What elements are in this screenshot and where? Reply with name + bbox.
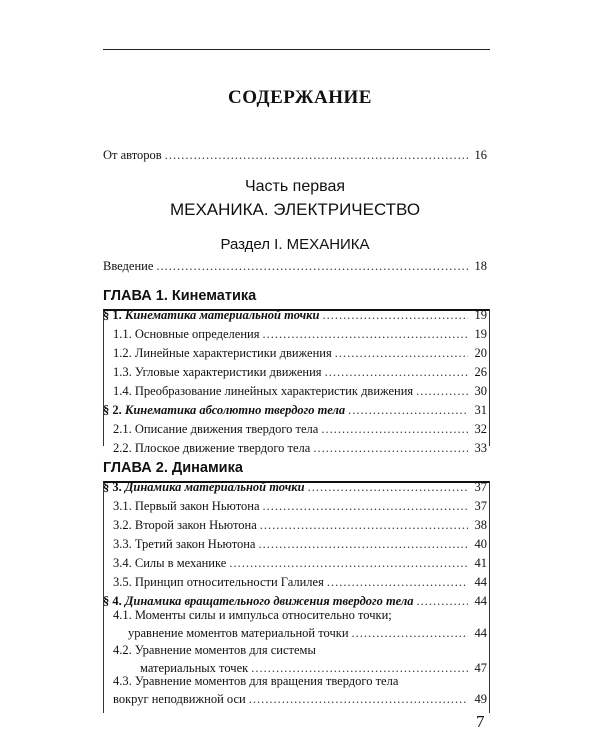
leader-dots bbox=[352, 626, 468, 641]
toc-page: 44 bbox=[474, 594, 487, 608]
toc-page: 16 bbox=[474, 148, 487, 162]
toc-page: 20 bbox=[474, 346, 487, 360]
toc-label: 3.2. Второй закон Ньютона bbox=[113, 518, 257, 532]
toc-paragraph-2[interactable] bbox=[103, 401, 487, 418]
leader-dots bbox=[335, 346, 468, 361]
leader-dots bbox=[416, 384, 468, 399]
toc-entry-2-2[interactable] bbox=[103, 439, 487, 456]
leader-dots bbox=[263, 499, 469, 514]
toc-page: 38 bbox=[474, 518, 487, 532]
toc-label: 3.4. Силы в механике bbox=[113, 556, 227, 570]
leader-dots bbox=[258, 537, 468, 552]
toc-entry-3-1[interactable] bbox=[103, 497, 487, 514]
toc-page: 49 bbox=[474, 692, 487, 706]
toc-entry-3-2[interactable] bbox=[103, 516, 487, 533]
toc-label: материальных точек bbox=[140, 661, 249, 675]
toc-page: 32 bbox=[474, 422, 487, 436]
toc-label: 1.2. Линейные характеристики движения bbox=[113, 346, 332, 360]
toc-label: 1.1. Основные определения bbox=[113, 327, 260, 341]
toc-entry-3-5[interactable] bbox=[103, 573, 487, 590]
page-title: СОДЕРЖАНИЕ bbox=[228, 87, 372, 108]
toc-label: 1.3. Угловые характеристики движения bbox=[113, 365, 322, 379]
leader-dots bbox=[229, 556, 468, 571]
toc-entry-4-1-line1[interactable]: 4.1. Моменты силы и импульса относительно точки; bbox=[113, 608, 392, 622]
toc-page: 19 bbox=[474, 327, 487, 341]
top-rule bbox=[103, 49, 490, 50]
toc-entry-intro[interactable] bbox=[103, 257, 487, 274]
toc-page: 31 bbox=[474, 403, 487, 417]
leader-dots bbox=[156, 259, 468, 274]
toc-page: 47 bbox=[474, 661, 487, 675]
leader-dots bbox=[321, 422, 468, 437]
toc-label: § 1. Кинематика материальной точки bbox=[103, 308, 320, 322]
leader-dots bbox=[325, 365, 468, 380]
toc-label: От авторов bbox=[103, 148, 162, 162]
toc-page: 18 bbox=[474, 259, 487, 273]
toc-paragraph-1[interactable] bbox=[103, 306, 487, 323]
leader-dots bbox=[249, 692, 468, 707]
toc-entry-4-3-line1[interactable]: 4.3. Уравнение моментов для вращения твердого тела bbox=[113, 674, 399, 688]
toc-label: 2.1. Описание движения твердого тела bbox=[113, 422, 319, 436]
toc-label: 1.4. Преобразование линейных характеристик движения bbox=[113, 384, 414, 398]
toc-paragraph-3[interactable] bbox=[103, 478, 487, 495]
toc-page: 33 bbox=[474, 441, 487, 455]
toc-entry-1-4[interactable] bbox=[103, 382, 487, 399]
toc-entry-2-1[interactable] bbox=[103, 420, 487, 437]
leader-dots bbox=[262, 327, 468, 342]
part-number: Часть первая bbox=[244, 178, 345, 195]
leader-dots bbox=[260, 518, 468, 533]
toc-page: 30 bbox=[474, 384, 487, 398]
toc-label: § 4. Динамика вращательного движения твердого тела bbox=[103, 594, 414, 608]
toc-label: 3.1. Первый закон Ньютона bbox=[113, 499, 260, 513]
leader-dots bbox=[327, 575, 468, 590]
toc-entry-3-4[interactable] bbox=[103, 554, 487, 571]
leader-dots bbox=[165, 148, 468, 163]
leader-dots bbox=[417, 594, 469, 609]
toc-page: 19 bbox=[474, 308, 487, 322]
toc-label: 3.3. Третий закон Ньютона bbox=[113, 537, 256, 551]
chapter-2-title: ГЛАВА 2. Динамика bbox=[103, 460, 243, 476]
part-title: МЕХАНИКА. ЭЛЕКТРИЧЕСТВО bbox=[169, 200, 421, 219]
toc-entry-1-2[interactable] bbox=[103, 344, 487, 361]
leader-dots bbox=[308, 480, 468, 495]
toc-page: 44 bbox=[474, 626, 487, 640]
leader-dots bbox=[348, 403, 468, 418]
toc-page: 37 bbox=[474, 499, 487, 513]
section-title: Раздел I. МЕХАНИКА bbox=[220, 236, 370, 253]
toc-label: § 2. Кинематика абсолютно твердого тела bbox=[103, 403, 346, 417]
toc-entry-authors[interactable] bbox=[103, 146, 487, 163]
toc-label: 2.2. Плоское движение твердого тела bbox=[113, 441, 311, 455]
toc-page: 26 bbox=[474, 365, 487, 379]
toc-entry-1-3[interactable] bbox=[103, 363, 487, 380]
toc-label: Введение bbox=[103, 259, 154, 273]
leader-dots bbox=[322, 308, 468, 323]
toc-label: § 3. Динамика материальной точки bbox=[103, 480, 305, 494]
toc-entry-3-3[interactable] bbox=[103, 535, 487, 552]
leader-dots bbox=[313, 441, 468, 456]
toc-label: 3.5. Принцип относительности Галилея bbox=[113, 575, 324, 589]
chapter-1-title: ГЛАВА 1. Кинематика bbox=[103, 288, 257, 304]
toc-label: вокруг неподвижной оси bbox=[113, 692, 246, 706]
page-number: 7 bbox=[476, 712, 485, 731]
toc-page: 41 bbox=[474, 556, 487, 570]
toc-label: уравнение моментов материальной точки bbox=[128, 626, 349, 640]
toc-page: 44 bbox=[474, 575, 487, 589]
toc-entry-4-2-line1[interactable]: 4.2. Уравнение моментов для системы bbox=[113, 643, 316, 657]
toc-entry-1-1[interactable] bbox=[103, 325, 487, 342]
toc-page: 40 bbox=[474, 537, 487, 551]
toc-page: 37 bbox=[474, 480, 487, 494]
toc-paragraph-4[interactable] bbox=[103, 592, 487, 609]
toc-entry-4-1[interactable] bbox=[128, 624, 487, 641]
toc-entry-4-3[interactable] bbox=[103, 690, 487, 707]
